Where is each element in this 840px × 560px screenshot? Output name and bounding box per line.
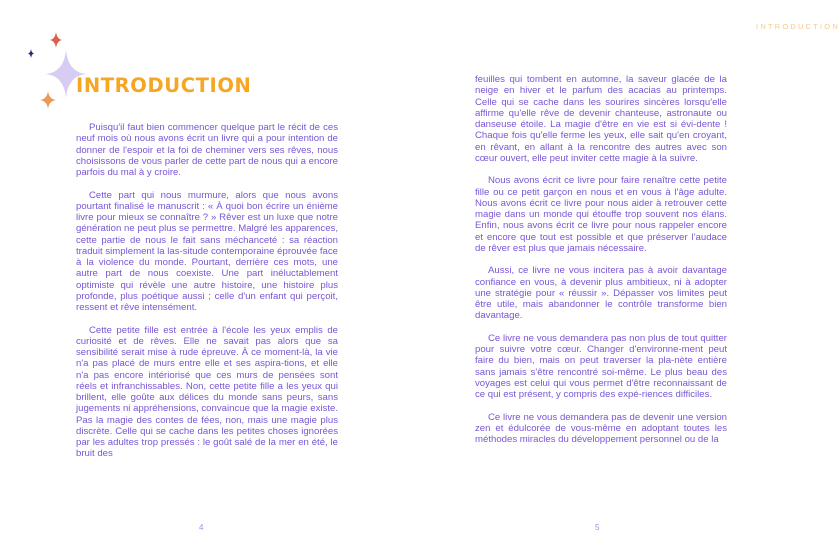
paragraph: Cette petite fille est entrée à l'école les yeux emplis de curiosité et de rêves. Elle ne savait pas alors que sa sensibilité serait mise à rude épreuve. À ce moment-là, la vie n'a pas placé de murs entre elle et ses aspira-tions, et elle n'a pas encore intériorisé que ces murs de pensées sont réels et infranchissables. Non, cette petite fille a les yeux qui brillent, elle goûte aux délices du monde sans peurs, sans jugements ni appréhensions, convaincue que la magie existe. Pas la magie des contes de fées, non, mais une magie plus discrète. Celle qui se cache dans les petites choses ignorées par les adultes trop pressés : le goût salé de la mer en été, le bruit des — [76, 324, 338, 460]
paragraph: Aussi, ce livre ne vous incitera pas à avoir davantage confiance en vous, à devenir plus ambitieux, ni à adopter une stratégie pour « réussir ». Dépasser vos limites peut être utile, mais abandonner le contrôle transforme bien davantage. — [475, 265, 727, 322]
running-head-text: INTRODUCTION — [756, 22, 840, 31]
red-sparkle-icon — [50, 32, 62, 48]
paragraph: feuilles qui tombent en automne, la saveur glacée de la neige en hiver et le parfum des acacias au printemps. Celle qui se cache dans les sourires sincères lorsqu'elle affirme qu'elle rêve de devenir chanteuse, astronaute ou danseuse étoile. La magie d'être en vie est si évi-dente ! Chaque fois qu'elle ferme les yeux, elle sait qu'en croyant, en rêvant, en allant à la rencontre des autres avec son cœur ouvert, elle peut inviter cette magie à la suivre. — [475, 74, 727, 164]
navy-sparkle-icon — [28, 49, 34, 58]
right-page — [400, 0, 840, 560]
left-body-text — [76, 122, 338, 471]
running-head — [400, 22, 840, 31]
page-number: 4 — [199, 523, 204, 532]
paragraph: Cette part qui nous murmure, alors que nous avons pourtant finalisé le manuscrit : « À quoi bon écrire un énième livre pour mieux se connaître ? » Rêver est un luxe que notre génération ne peut plus se permettre. Malgré les apparences, cette partie de nous le fait sans méchanceté : sa réaction traduit simplement la las-situde contemporaine éprouvée face à la violence du monde. Pourtant, derrière ces mots, une autre part de nous coexiste. Une part inéluctablement optimiste qui révèle une autre histoire, une histoire plus profonde, plus poétique aussi ; celle d'un enfant qui perçoit, ressent et rêve intensément. — [76, 189, 338, 314]
right-body-text — [475, 74, 727, 457]
sparkle-stars-icon — [20, 28, 100, 118]
chapter-heading: INTRODUCTION — [76, 74, 252, 97]
paragraph: Nous avons écrit ce livre pour faire renaître cette petite fille ou ce petit garçon en nous et en vous à l'âge adulte. Nous avons écrit ce livre pour nous aider à retrouver cette magie dans un monde qui étouffe trop souvent nos élans. Enfin, nous avons écrit ce livre pour nous rappeler encore et encore que tout est possible et que préserver l'audace de rêver est plus que jamais nécessaire. — [475, 175, 727, 254]
paragraph: Ce livre ne vous demandera pas de devenir une version zen et édulcorée de vous-même en adoptant toutes les méthodes miracles du développement personnel ou de la — [475, 411, 727, 446]
orange-sparkle-icon — [40, 91, 56, 109]
paragraph: Ce livre ne vous demandera pas non plus de tout quitter pour suivre votre cœur. Changer d'environne-ment peut faire du bien, mais on peut traverser la pla-nète entière sans jamais s'être rencontré soi-même. Le plus beau des voyages est celui qui vous permet d'être reconnaissant de ce qui est présent, y compris des expé-riences difficiles. — [475, 332, 727, 401]
page-number: 5 — [595, 523, 600, 532]
left-page — [0, 0, 400, 560]
paragraph: Puisqu'il faut bien commencer quelque part le récit de ces neuf mois où nous avons écrit un livre qui a pour intention de donner de l'espoir et la foi de cheminer vers ses rêves, nous choisissons de vous parler de cette part de nous qui a encore parfois du mal à y croire. — [76, 122, 338, 178]
